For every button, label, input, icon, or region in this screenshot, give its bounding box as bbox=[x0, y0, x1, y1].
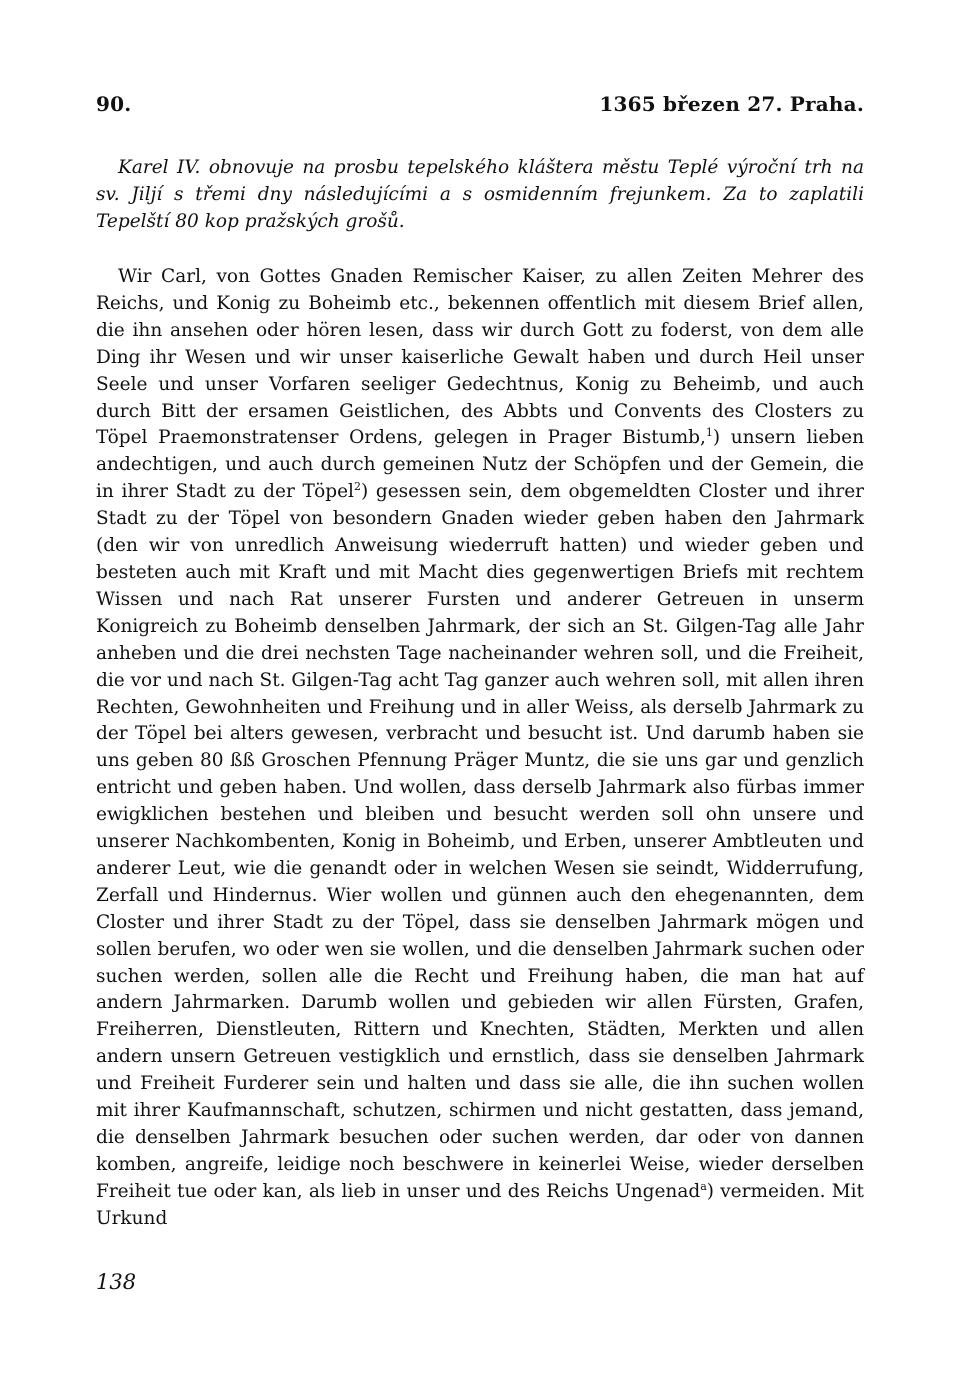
footnote-marker-1: 1 bbox=[705, 426, 713, 440]
footnote-marker-2: 2 bbox=[353, 480, 361, 494]
charter-text-part-1: Wir Carl, von Gottes Gnaden Remischer Kaiser, zu allen Zeiten Mehrer des Reichs, und Konig zu Boheimb etc., bekennen offentlich mit diesem Brief allen, die ihn ansehen oder hören lesen, dass wir durch Gott zu foderst, von dem alle Ding ihr Wesen und wir unser kaiserliche Gewalt haben und durch Heil unser Seele und unser Vorfaren seeliger Gedechtnus, Konig zu Beheimb, und auch durch Bitt der ersamen Geistlichen, des Abbts und Convents des Closters zu Töpel Praemonstratenser Ordens, gelegen in Prager Bistumb, bbox=[96, 266, 864, 449]
page-number: 138 bbox=[96, 1270, 137, 1294]
czech-abstract: Karel IV. obnovuje na prosbu tepelského kláštera městu Teplé výroční trh na sv. Jiljí s třemi dny následujícími a s osmidenním frejunkem. Za to zaplatili Tepelští 80 kop pražských grošů. bbox=[96, 157, 864, 232]
page-header bbox=[96, 92, 864, 126]
charter-text-part-3: ) gesessen sein, dem obgemeldten Closter und ihrer Stadt zu der Töpel von besondern Gnaden wieder geben haben den Jahrmark (den wir von unredlich Anweisung wiederruft hatten) und wieder geben und besteten auch mit Kraft und mit Macht dies gegenwertigen Briefs mit rechtem Wissen und nach Rat unserer Fursten und anderer Getreuen in unserm Konigreich zu Boheimb denselben Jahrmark, der sich an St. Gilgen-Tag alle Jahr anheben und die drei nechsten Tage nacheinander wehren soll, und die Freiheit, die vor und nach St. Gilgen-Tag acht Tag ganzer auch wehren soll, mit allen ihren Rechten, Gewohnheiten und Freihung und in aller Weiss, als derselb Jahrmark zu der Töpel bei alters gewesen, verbracht und besucht ist. Und darumb haben sie uns geben 80 ßß Groschen Pfennung Präger Muntz, die sie uns gar und genzlich entricht und geben haben. Und wollen, dass derselb Jahrmark also fürbas immer ewigklichen bestehen und bleiben und besucht werden soll ohn unsere und unserer Nachkombenten, Konig in Boheimb, und Erben, unserer Ambtleuten und anderer Leut, wie die genandt oder in welchen Wesen sie seindt, Widderrufung, Zerfall und Hindernus. Wier wollen und günnen auch den ehegenannten, dem Closter und ihrer Stadt zu der Töpel, dass sie denselben Jahrmark mögen und sollen berufen, wo oder wen sie wollen, und die denselben Jahrmark suchen oder suchen werden, sollen alle die Recht und Freihung haben, die man hat auf andern Jahrmarken. Darumb wollen und gebieden wir allen Fürsten, Grafen, Freiherren, Dienstleuten, Rittern und Knechten, Städten, Merkten und allen andern unsern Getreuen vestigklich und ernstlich, dass sie denselben Jahrmark und Freiheit Furderer sein und halten und dass sie alle, die ihn suchen wollen mit ihrer Kaufmannschaft, schutzen, schirmen und nicht gestatten, dass jemand, die denselben Jahrmark besuchen oder suchen werden, dar oder von dannen komben, angreife, leidige noch beschwere in keinerlei Weise, wieder derselben Freiheit tue oder kan, als lieb in unser und des Reichs Ungenad bbox=[96, 481, 865, 1202]
charter-text-part-4: ) vermeiden. Mit Urkund bbox=[96, 1180, 864, 1229]
footnote-marker-a: a bbox=[700, 1179, 707, 1193]
document-date-place: 1365 březen 27. Praha. bbox=[599, 92, 864, 116]
document-page bbox=[96, 92, 864, 1251]
document-number: 90. bbox=[96, 92, 132, 116]
charter-text-part-2: ) unsern lieben andechtigen, und auch durch gemeinen Nutz der Schöpfen und der Gemein, die in ihrer Stadt zu der Töpel bbox=[96, 427, 864, 503]
charter-text bbox=[96, 264, 864, 1233]
